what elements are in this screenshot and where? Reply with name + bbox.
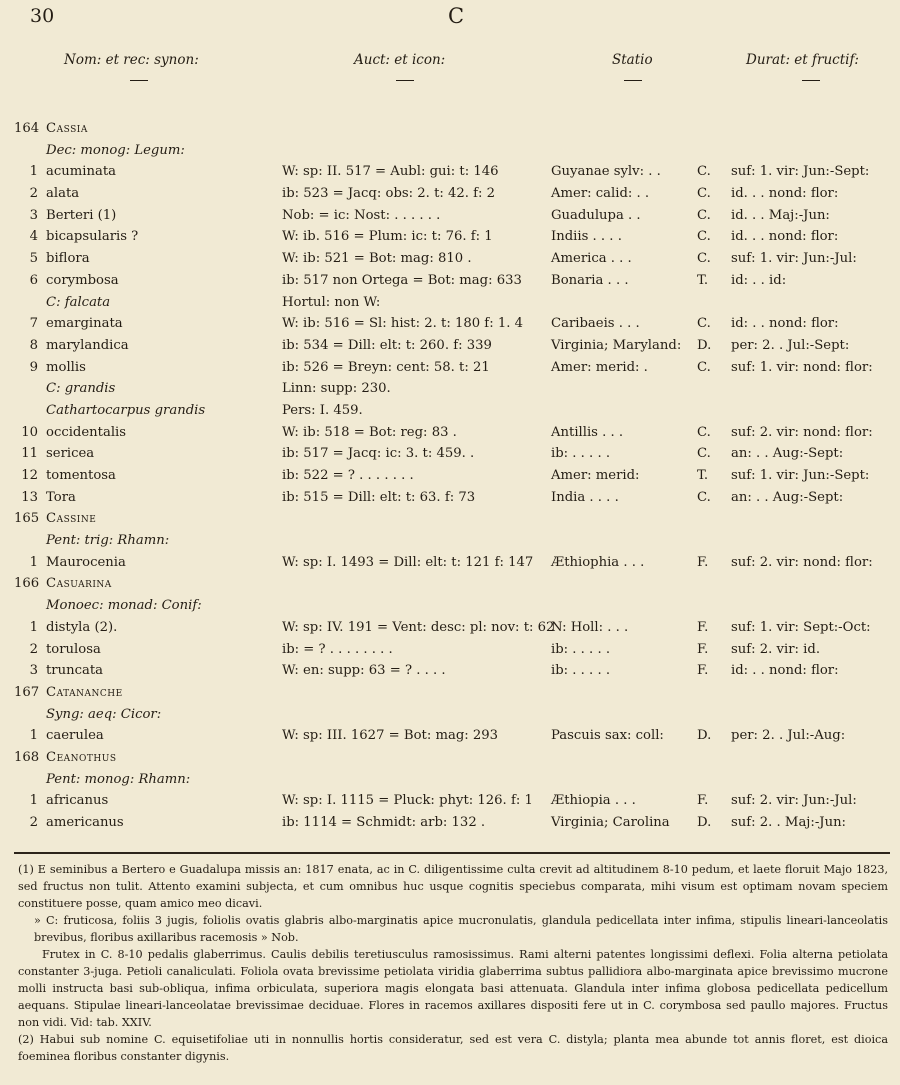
species-duration: an: . . Aug:-Sept: <box>731 446 844 462</box>
species-name: truncata <box>46 663 103 679</box>
species-number: 13 <box>21 489 38 505</box>
species-row <box>0 812 900 834</box>
species-row <box>0 161 900 183</box>
species-author-icon: ib: 526 = Breyn: cent: 58. t: 21 <box>282 359 490 375</box>
species-name: Berteri (1) <box>46 207 117 223</box>
species-row <box>0 335 900 357</box>
species-statio: Caribaeis . . . <box>551 316 640 332</box>
header-dash <box>130 80 148 81</box>
species-statio: Virginia; Maryland: <box>551 337 682 353</box>
species-name: emarginata <box>46 316 123 332</box>
species-duration: suf: 1. vir: Sept:-Oct: <box>731 619 871 635</box>
column-header-duration-label: Durat: et fructif: <box>746 52 859 68</box>
classification-row <box>0 595 900 617</box>
genus-row <box>0 118 900 140</box>
species-duration: id: . . nond: flor: <box>731 663 839 679</box>
classification-text: Dec: monog: Legum: <box>46 142 185 158</box>
species-author-icon: W: sp: III. 1627 = Bot: mag: 293 <box>282 728 499 744</box>
species-statio: N: Holl: . . . <box>551 619 629 635</box>
species-class: F. <box>697 554 709 570</box>
footnote-1: (1) E seminibus a Bertero e Guadalupa missis an: 1817 enata, ac in C. diligentissime culta crevit ad altitudinem 8-10 pedum, et laete floruit Majo 1823, sed fructus non tulit. Attento examini subjecta, et cum omnibus huc usque cognitis speciebus comparata, mihi visum est optimam novam speciem constituere posse, quam amico meo dicavi. <box>18 863 888 910</box>
species-statio: Antillis . . . <box>551 424 624 440</box>
species-author-icon: W: ib. 516 = Plum: ic: t: 76. f: 1 <box>282 229 493 245</box>
species-duration: per: 2. . Jul:-Sept: <box>731 337 850 353</box>
species-number: 2 <box>29 186 38 202</box>
species-class: F. <box>697 619 709 635</box>
species-number: 8 <box>29 337 38 353</box>
column-header-authors-label: Auct: et icon: <box>354 52 446 68</box>
species-author-icon: ib: 523 = Jacq: obs: 2. t: 42. f: 2 <box>282 186 496 202</box>
species-class: F. <box>697 641 709 657</box>
species-duration: id. . . nond: flor: <box>731 229 839 245</box>
species-author-icon: ib: 1114 = Schmidt: arb: 132 . <box>282 815 486 830</box>
species-duration: id. . . Maj:-Jun: <box>731 207 830 223</box>
species-statio: India . . . . <box>551 489 619 505</box>
genus-number: 164 <box>14 121 40 136</box>
species-row <box>0 465 900 487</box>
species-class: C. <box>697 229 711 245</box>
species-row <box>0 617 900 639</box>
classification-text: Syng: aeq: Cicor: <box>46 706 162 722</box>
species-name: Tora <box>46 489 76 505</box>
species-number: 2 <box>29 641 38 657</box>
classification-text: Monoec: monad: Conif: <box>46 598 202 614</box>
genus-name: Ceanothus <box>46 749 117 765</box>
species-number: 1 <box>29 554 38 570</box>
species-duration: suf: 2. vir: Jun:-Jul: <box>731 793 857 809</box>
species-author-icon: ib: = ? . . . . . . . . <box>282 641 393 657</box>
species-name: africanus <box>46 793 109 809</box>
species-name: torulosa <box>46 641 101 657</box>
species-class: T. <box>697 468 709 483</box>
column-header-statio-label: Statio <box>612 52 653 68</box>
species-duration: suf: 1. vir: Jun:-Jul: <box>731 251 857 267</box>
genus-number: 165 <box>14 511 40 527</box>
species-author-icon: W: ib: 518 = Bot: reg: 83 . <box>282 424 457 440</box>
species-duration: id. . . nond: flor: <box>731 186 839 202</box>
genus-row <box>0 508 900 530</box>
section-letter: C <box>448 4 465 28</box>
species-class: F. <box>697 663 709 679</box>
species-author-icon: W: ib: 516 = Sl: hist: 2. t: 180 f: 1. 4 <box>282 316 523 332</box>
species-author-icon: ib: 522 = ? . . . . . . . <box>282 468 414 483</box>
species-statio: Guyanae sylv: . . <box>551 164 661 180</box>
species-statio: Amer: merid: <box>551 468 640 483</box>
species-number: 5 <box>29 251 38 267</box>
species-statio: Pascuis sax: coll: <box>551 728 664 744</box>
genus-name: Cassine <box>46 511 97 527</box>
species-name: occidentalis <box>46 424 127 440</box>
species-name: tomentosa <box>46 468 116 483</box>
species-duration: an: . . Aug:-Sept: <box>731 489 844 505</box>
species-class: D. <box>697 815 712 830</box>
species-author-icon: W: en: supp: 63 = ? . . . . <box>282 663 446 679</box>
synonym-row <box>0 292 900 314</box>
synonym-name: C: grandis <box>46 381 116 397</box>
header-dash <box>624 80 642 81</box>
genus-row <box>0 747 900 769</box>
species-class: C. <box>697 164 711 180</box>
species-statio: Bonaria . . . <box>551 272 629 288</box>
species-class: C. <box>697 186 711 202</box>
genus-number: 167 <box>14 684 40 700</box>
genus-row <box>0 682 900 704</box>
genus-number: 166 <box>14 576 40 592</box>
synonym-author: Linn: supp: 230. <box>282 381 391 397</box>
species-author-icon: Nob: = ic: Nost: . . . . . . <box>282 207 441 223</box>
species-name: corymbosa <box>46 272 119 288</box>
species-class: C. <box>697 446 711 462</box>
species-number: 2 <box>29 815 38 830</box>
species-class: C. <box>697 207 711 223</box>
header-dash <box>396 80 414 81</box>
species-name: alata <box>46 186 80 202</box>
column-header-names-label: Nom: et rec: synon: <box>64 52 199 68</box>
species-statio: Æthiopia . . . <box>551 793 636 809</box>
species-number: 4 <box>29 229 38 245</box>
species-row <box>0 660 900 682</box>
species-row <box>0 226 900 248</box>
species-row <box>0 487 900 509</box>
page-number: 30 <box>30 5 55 27</box>
species-class: F. <box>697 793 709 809</box>
species-name: americanus <box>46 815 124 830</box>
species-duration: suf: 1. vir: Jun:-Sept: <box>731 468 870 483</box>
species-duration: suf: 2. vir: nond: flor: <box>731 424 873 440</box>
species-name: caerulea <box>46 728 104 744</box>
species-duration: suf: 2. vir: nond: flor: <box>731 554 873 570</box>
species-author-icon: ib: 517 = Jacq: ic: 3. t: 459. . <box>282 446 475 462</box>
synonym-author: Pers: I. 459. <box>282 402 363 418</box>
species-number: 1 <box>29 164 38 180</box>
classification-row <box>0 140 900 162</box>
species-duration: suf: 1. vir: nond: flor: <box>731 359 873 375</box>
species-number: 1 <box>29 793 38 809</box>
synonym-name: C: falcata <box>46 294 111 310</box>
synonym-name: Cathartocarpus grandis <box>46 402 206 418</box>
footnotes <box>18 861 888 1065</box>
genus-name: Catananche <box>46 684 123 700</box>
synonym-row <box>0 378 900 400</box>
species-row <box>0 790 900 812</box>
species-number: 1 <box>29 728 38 744</box>
species-author-icon: ib: 534 = Dill: elt: t: 260. f: 339 <box>282 337 492 353</box>
column-header-statio <box>612 52 653 68</box>
species-duration: suf: 1. vir: Jun:-Sept: <box>731 164 870 180</box>
species-class: T. <box>697 272 709 288</box>
species-author-icon: W: sp: I. 1115 = Pluck: phyt: 126. f: 1 <box>282 793 533 809</box>
synonym-author: Hortul: non W: <box>282 294 381 310</box>
species-row <box>0 313 900 335</box>
classification-text: Pent: monog: Rhamn: <box>46 771 191 787</box>
classification-row <box>0 769 900 791</box>
header-dash <box>802 80 820 81</box>
species-statio: ib: . . . . . <box>551 641 611 657</box>
species-row <box>0 183 900 205</box>
footnote-2: (2) Habui sub nomine C. equisetifoliae uti in nonnullis hortis consideratur, sed est vera C. distyla; planta mea abunde tot annis floret, est dioica foeminea floribus constanter digynis. <box>18 1033 888 1063</box>
column-header-duration <box>746 52 859 68</box>
footnote-1-description: Frutex in C. 8-10 pedalis glaberrimus. Caulis debilis teretiusculus ramosissimus. Rami alterni patentes longissimi deflexi. Folia alterna petiolata constanter 3-juga. Petioli canaliculati. Foliola ovata brevissime petiolata viridia glaberrima subtus pallidiora albo-marginata apice brevissimo mucrone molli instructa basi sub-obliqua, infima orbiculata, superiora magis elongata basi attenuata. Glandula inter infima globosa pedicellata pedicellum aequans. Stipulae lineari-lanceolatae brevissimae deciduae. Flores in racemos axillares dispositi fere ut in C. corymbosa sed paullo majores. Fructus non vidi. Vid: tab. XXIV. <box>18 948 888 1029</box>
species-statio: Amer: merid: . <box>551 359 648 375</box>
species-class: C. <box>697 359 711 375</box>
column-header-authors <box>354 52 445 68</box>
species-class: C. <box>697 489 711 505</box>
species-number: 10 <box>21 424 38 440</box>
species-statio: Indiis . . . . <box>551 229 622 245</box>
species-duration: id: . . nond: flor: <box>731 316 839 332</box>
species-name: distyla (2). <box>46 619 118 635</box>
genus-name: Cassia <box>46 121 88 136</box>
genus-number: 168 <box>14 749 40 765</box>
species-duration: per: 2. . Jul:-Aug: <box>731 728 846 744</box>
species-number: 12 <box>21 468 38 483</box>
species-author-icon: ib: 515 = Dill: elt: t: 63. f: 73 <box>282 489 476 505</box>
species-class: C. <box>697 424 711 440</box>
species-row <box>0 205 900 227</box>
classification-row <box>0 530 900 552</box>
species-duration: id: . . id: <box>731 272 787 288</box>
species-statio: ib: . . . . . <box>551 446 611 462</box>
species-class: D. <box>697 728 712 744</box>
species-number: 6 <box>29 272 38 288</box>
species-author-icon: W: sp: IV. 191 = Vent: desc: pl: nov: t: 62 <box>282 619 555 635</box>
species-name: acuminata <box>46 164 116 180</box>
species-name: Maurocenia <box>46 554 126 570</box>
species-name: mollis <box>46 359 86 375</box>
species-number: 9 <box>29 359 38 375</box>
species-number: 11 <box>21 446 38 462</box>
species-statio: Æthiophia . . . <box>551 554 645 570</box>
footnote-rule <box>14 852 890 854</box>
species-author-icon: ib: 517 non Ortega = Bot: mag: 633 <box>282 272 522 288</box>
classification-row <box>0 704 900 726</box>
species-name: marylandica <box>46 337 129 353</box>
species-number: 3 <box>29 663 38 679</box>
species-author-icon: W: sp: II. 517 = Aubl: gui: t: 146 <box>282 164 499 180</box>
synonym-row <box>0 400 900 422</box>
species-statio: ib: . . . . . <box>551 663 611 679</box>
genus-name: Casuarina <box>46 576 112 592</box>
species-name: biflora <box>46 251 90 267</box>
species-number: 7 <box>29 316 38 332</box>
species-name: bicapsularis ? <box>46 229 139 245</box>
species-statio: Amer: calid: . . <box>551 186 650 202</box>
footnote-1-diagnosis: » C: fruticosa, foliis 3 jugis, foliolis ovatis glabris albo-marginatis apice mucronulatis, glandula pedicellata inter infima, stipulis lineari-lanceolatis brevibus, floribus axillaribus racemosis » Nob. <box>34 914 888 944</box>
species-author-icon: W: ib: 521 = Bot: mag: 810 . <box>282 251 472 267</box>
species-row <box>0 725 900 747</box>
species-statio: Virginia; Carolina <box>551 815 670 830</box>
species-duration: suf: 2. vir: id. <box>731 641 821 657</box>
species-duration: suf: 2. . Maj:-Jun: <box>731 815 847 830</box>
genus-row <box>0 573 900 595</box>
species-statio: Guadulupa . . <box>551 207 641 223</box>
column-header-names <box>64 52 199 68</box>
species-number: 1 <box>29 619 38 635</box>
species-row <box>0 357 900 379</box>
species-author-icon: W: sp: I. 1493 = Dill: elt: t: 121 f: 147 <box>282 554 534 570</box>
species-row <box>0 422 900 444</box>
species-class: D. <box>697 337 712 353</box>
species-class: C. <box>697 316 711 332</box>
species-name: sericea <box>46 446 95 462</box>
species-row <box>0 552 900 574</box>
species-row <box>0 639 900 661</box>
species-row <box>0 248 900 270</box>
species-statio: America . . . <box>551 251 632 267</box>
species-number: 3 <box>29 207 38 223</box>
species-row <box>0 443 900 465</box>
species-class: C. <box>697 251 711 267</box>
catalogue-entries <box>0 118 900 834</box>
classification-text: Pent: trig: Rhamn: <box>46 533 170 549</box>
species-row <box>0 270 900 292</box>
